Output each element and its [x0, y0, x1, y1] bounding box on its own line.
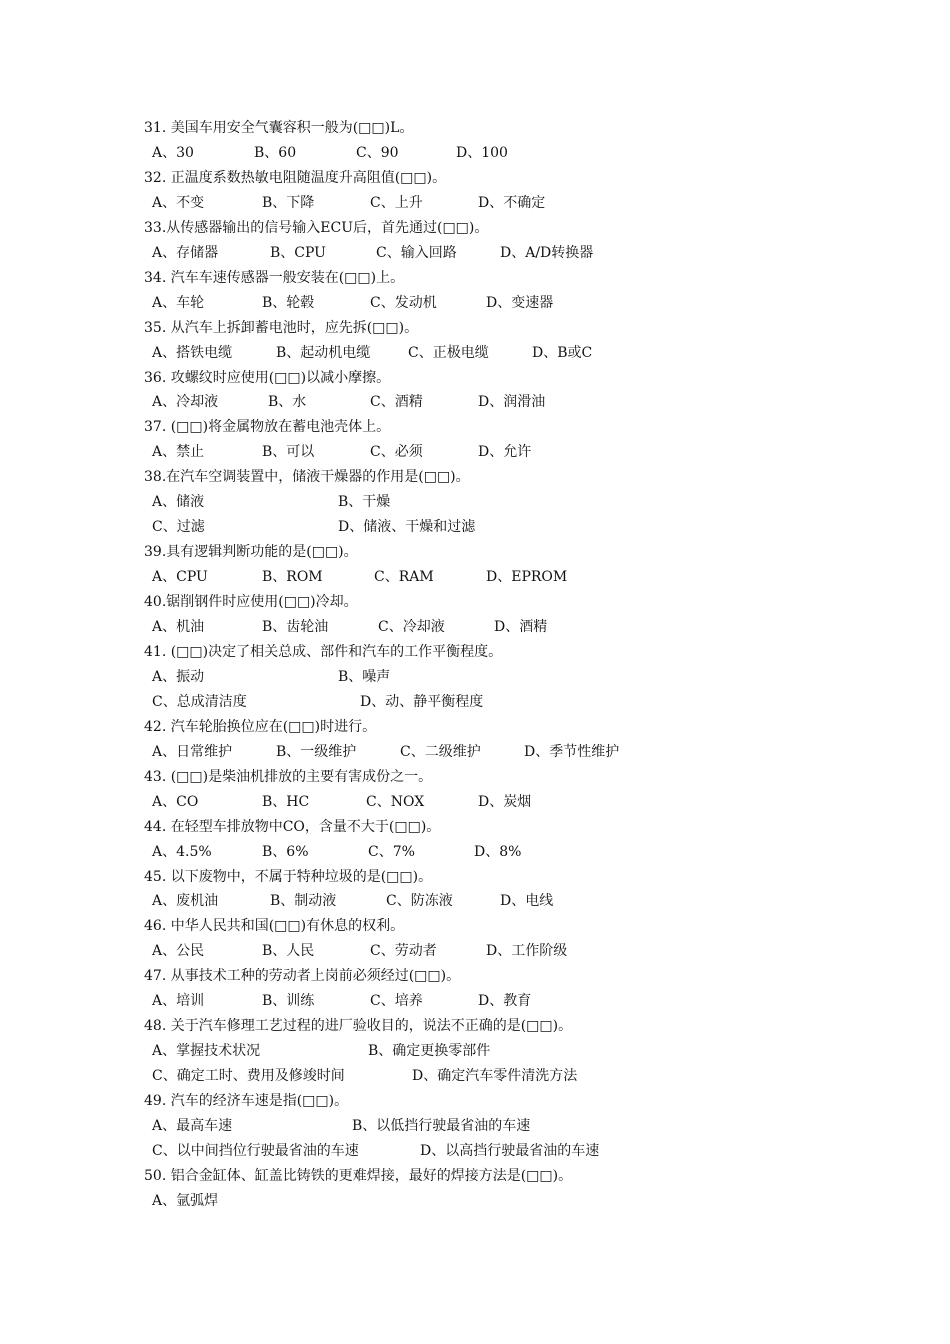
- option-d: D、确定汽车零件清洗方法: [412, 1068, 578, 1085]
- option-c: C、过滤: [152, 519, 205, 536]
- question-text: 41. (□□)决定了相关总成、部件和汽车的工作平衡程度。: [144, 643, 503, 660]
- question-37: [0, 417, 950, 442]
- option-a: A、氩弧焊: [152, 1192, 219, 1209]
- option-d: D、B或C: [532, 344, 593, 361]
- option-b: B、起动机电缆: [276, 344, 371, 361]
- option-d: D、以高挡行驶最省油的车速: [420, 1142, 600, 1159]
- options-row: [0, 842, 950, 867]
- option-c: C、防冻液: [386, 893, 453, 910]
- option-b: B、ROM: [262, 569, 323, 586]
- question-35: [0, 318, 950, 343]
- option-a: A、存储器: [152, 244, 219, 261]
- option-a: A、培训: [152, 993, 205, 1010]
- option-a: A、车轮: [152, 294, 205, 311]
- option-c: C、确定工时、费用及修竣时间: [152, 1068, 345, 1085]
- question-33: [0, 218, 950, 243]
- option-b: B、一级维护: [276, 743, 357, 760]
- option-b: B、可以: [262, 444, 315, 461]
- options-row: [0, 517, 950, 542]
- option-c: C、必须: [370, 444, 423, 461]
- question-44: [0, 817, 950, 842]
- question-text: 31. 美国车用安全气囊容积一般为(□□)L。: [144, 120, 414, 136]
- question-text: 42. 汽车轮胎换位应在(□□)时进行。: [144, 718, 377, 735]
- option-a: A、振动: [152, 668, 205, 685]
- option-b: B、水: [268, 394, 307, 411]
- question-38: [0, 467, 950, 492]
- question-text: 44. 在轻型车排放物中CO，含量不大于(□□)。: [144, 818, 441, 835]
- option-c: C、NOX: [366, 793, 425, 810]
- options-row: [0, 792, 950, 817]
- option-a: A、30: [152, 144, 194, 161]
- option-b: B、确定更换零部件: [368, 1043, 491, 1060]
- option-a: A、搭铁电缆: [152, 344, 233, 361]
- option-a: A、公民: [152, 943, 205, 960]
- question-text: 50. 铝合金缸体、缸盖比铸铁的更难焊接，最好的焊接方法是(□□)。: [144, 1167, 573, 1184]
- question-49: [0, 1091, 950, 1116]
- question-46: [0, 916, 950, 941]
- options-row: [0, 891, 950, 916]
- options-row: [0, 1141, 950, 1166]
- options-row: [0, 243, 950, 268]
- option-b: B、CPU: [270, 244, 326, 261]
- options-row: [0, 1191, 950, 1216]
- question-47: [0, 966, 950, 991]
- options-row: [0, 193, 950, 218]
- option-d: D、EPROM: [486, 569, 568, 586]
- option-d: D、工作阶级: [486, 943, 568, 960]
- option-b: B、训练: [262, 993, 315, 1010]
- question-text: 34. 汽车车速传感器一般安装在(□□)上。: [144, 269, 405, 286]
- option-a: A、掌握技术状况: [152, 1043, 261, 1060]
- options-row: [0, 692, 950, 717]
- question-text: 35. 从汽车上拆卸蓄电池时，应先拆(□□)。: [144, 319, 419, 336]
- option-a: A、冷却液: [152, 394, 219, 411]
- options-row: [0, 1041, 950, 1066]
- option-d: D、酒精: [494, 619, 548, 635]
- option-a: A、不变: [152, 194, 205, 211]
- question-text: 48. 关于汽车修理工艺过程的进厂验收目的，说法不正确的是(□□)。: [144, 1018, 573, 1035]
- option-d: D、教育: [478, 993, 532, 1010]
- question-48: [0, 1016, 950, 1041]
- options-row: [0, 1066, 950, 1091]
- option-d: D、变速器: [486, 294, 554, 311]
- question-43: [0, 767, 950, 792]
- option-b: B、制动液: [270, 893, 337, 910]
- option-d: D、A/D转换器: [500, 244, 594, 261]
- question-text: 47. 从事技术工种的劳动者上岗前必须经过(□□)。: [144, 968, 461, 985]
- option-d: D、8%: [474, 843, 522, 860]
- option-c: C、发动机: [370, 294, 437, 311]
- option-c: C、RAM: [374, 569, 434, 586]
- options-row: [0, 392, 950, 417]
- option-c: C、培养: [370, 993, 423, 1010]
- options-row: [0, 293, 950, 318]
- option-d: D、润滑油: [478, 394, 546, 411]
- question-36: [0, 368, 950, 393]
- option-c: C、90: [356, 144, 399, 161]
- option-b: B、轮毂: [262, 294, 315, 311]
- option-a: A、最高车速: [152, 1118, 233, 1134]
- question-42: [0, 717, 950, 742]
- options-row: [0, 343, 950, 368]
- option-b: B、噪声: [338, 668, 391, 685]
- option-a: A、4.5%: [152, 843, 212, 860]
- option-a: A、废机油: [152, 893, 219, 910]
- option-b: B、干燥: [338, 494, 391, 511]
- question-text: 40.锯削钢件时应使用(□□)冷却。: [144, 594, 358, 611]
- question-text: 37. (□□)将金属物放在蓄电池壳体上。: [144, 419, 391, 436]
- option-a: A、禁止: [152, 444, 205, 461]
- option-b: B、HC: [262, 793, 310, 810]
- question-text: 45. 以下废物中，不属于特种垃圾的是(□□)。: [144, 868, 433, 885]
- option-b: B、6%: [262, 843, 309, 860]
- options-row: [0, 567, 950, 592]
- option-d: D、季节性维护: [524, 743, 620, 760]
- options-row: [0, 143, 950, 168]
- option-d: D、不确定: [478, 194, 546, 211]
- question-text: 39.具有逻辑判断功能的是(□□)。: [144, 544, 358, 561]
- option-a: A、日常维护: [152, 743, 233, 760]
- option-a: A、CPU: [152, 569, 208, 586]
- option-d: D、允许: [478, 444, 532, 461]
- option-b: B、60: [254, 144, 297, 161]
- question-text: 46. 中华人民共和国(□□)有休息的权利。: [144, 918, 405, 935]
- question-39: [0, 542, 950, 567]
- option-d: D、储液、干燥和过滤: [338, 519, 476, 536]
- option-c: C、上升: [370, 194, 423, 211]
- option-c: C、二级维护: [400, 743, 481, 760]
- option-c: C、劳动者: [370, 943, 437, 960]
- option-d: D、100: [456, 144, 508, 161]
- options-row: [0, 492, 950, 517]
- question-40: [0, 592, 950, 617]
- option-c: C、酒精: [370, 394, 423, 411]
- question-50: [0, 1166, 950, 1191]
- options-row: [0, 991, 950, 1016]
- question-text: 32. 正温度系数热敏电阻随温度升高阻值(□□)。: [144, 169, 447, 186]
- question-34: [0, 268, 950, 293]
- option-c: C、7%: [368, 843, 415, 860]
- question-32: [0, 168, 950, 193]
- options-row: [0, 442, 950, 467]
- options-row: [0, 941, 950, 966]
- options-row: [0, 742, 950, 767]
- option-d: D、电线: [500, 893, 554, 910]
- question-text: 33.从传感器输出的信号输入ECU后，首先通过(□□)。: [144, 219, 489, 236]
- option-c: C、正极电缆: [408, 344, 489, 361]
- options-row: [0, 1116, 950, 1141]
- option-b: B、齿轮油: [262, 619, 329, 635]
- question-41: [0, 642, 950, 667]
- question-45: [0, 867, 950, 892]
- option-a: A、机油: [152, 619, 205, 635]
- option-b: B、以低挡行驶最省油的车速: [352, 1118, 531, 1134]
- option-a: A、储液: [152, 494, 205, 511]
- question-31: [0, 118, 950, 143]
- option-a: A、CO: [152, 793, 199, 810]
- question-text: 43. (□□)是柴油机排放的主要有害成份之一。: [144, 768, 433, 785]
- option-c: C、以中间挡位行驶最省油的车速: [152, 1142, 359, 1159]
- option-c: C、总成清洁度: [152, 693, 247, 710]
- option-d: D、炭烟: [478, 793, 532, 810]
- question-text: 36. 攻螺纹时应使用(□□)以减小摩擦。: [144, 369, 391, 386]
- option-c: C、输入回路: [376, 244, 457, 261]
- option-b: B、下降: [262, 194, 315, 211]
- question-text: 49. 汽车的经济车速是指(□□)。: [144, 1093, 349, 1110]
- option-d: D、动、静平衡程度: [360, 693, 484, 710]
- question-text: 38.在汽车空调装置中，储液干燥器的作用是(□□)。: [144, 469, 470, 486]
- option-c: C、冷却液: [378, 619, 445, 635]
- option-b: B、人民: [262, 943, 315, 960]
- options-row: [0, 667, 950, 692]
- options-row: [0, 617, 950, 642]
